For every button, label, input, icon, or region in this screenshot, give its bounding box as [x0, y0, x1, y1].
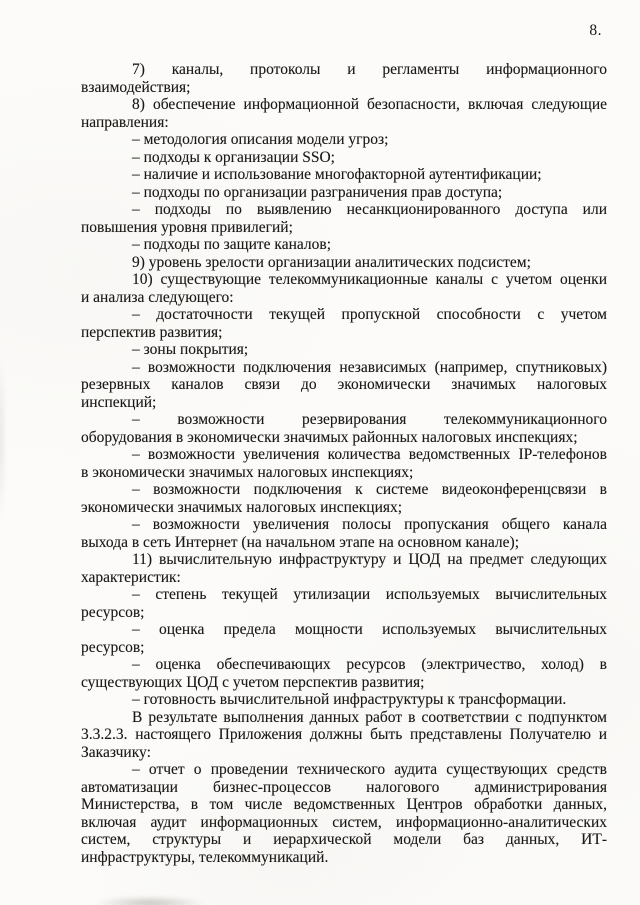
text-line: характеристик: — [81, 568, 181, 586]
paragraph — [81, 446, 607, 481]
text-line: – зоны покрытия; — [132, 341, 249, 358]
text-line: взаимодействия; — [81, 78, 191, 96]
text-line: ресурсов; — [81, 638, 145, 656]
text-line: 8) обеспечение информационной безопасности, включая следующие — [132, 96, 607, 113]
text-line: – подходы к организации SSO; — [132, 148, 335, 166]
text-line: – оценка обеспечивающих ресурсов (электричество, холод) в — [132, 656, 607, 673]
paragraph — [81, 201, 607, 236]
paragraph — [81, 96, 607, 131]
text-line: – отчет о проведении технического аудита существующих средств — [132, 761, 607, 778]
paragraph — [81, 271, 607, 306]
paragraph — [81, 149, 607, 167]
text-line: экономически значимых налоговых инспекциях; — [81, 498, 403, 516]
paragraph — [81, 306, 607, 341]
paragraph — [81, 184, 607, 202]
paragraph — [81, 166, 607, 184]
text-line: перспектив развития; — [81, 323, 223, 341]
text-line: существующих ЦОД с учетом перспектив развития; — [81, 673, 425, 691]
text-line: 7) каналы, протоколы и регламенты информационного — [132, 61, 607, 78]
text-line: Заказчику: — [81, 743, 151, 761]
paragraph — [81, 411, 607, 446]
paragraph — [81, 236, 607, 254]
text-line: 9) уровень зрелости организации аналитических подсистем; — [132, 253, 531, 271]
paragraph — [81, 341, 607, 359]
text-line: и анализа следующего: — [81, 288, 234, 306]
text-line: – готовность вычислительной инфраструктуры к трансформации. — [132, 691, 567, 708]
scan-artifact-smudge — [84, 895, 216, 905]
text-line: – возможности увеличения количества ведомственных IP-телефонов — [132, 446, 607, 463]
text-line: инспекций; — [81, 393, 157, 411]
paragraph — [81, 61, 607, 96]
paragraph — [81, 481, 607, 516]
text-line: – оценка предела мощности используемых вычислительных — [132, 621, 607, 638]
text-line: – возможности подключения независимых (например, спутниковых) — [132, 358, 607, 376]
paragraph — [81, 761, 607, 866]
text-line: повышения уровня привилегий; — [81, 218, 293, 236]
text-line: – наличие и использование многофакторной аутентификации; — [132, 166, 542, 183]
text-line: резервных каналов связи до экономически значимых налоговых — [81, 376, 607, 393]
paragraph — [81, 131, 607, 149]
text-line: Министерства, в том числе ведомственных Центров обработки данных, — [81, 796, 607, 813]
text-line: В результате выполнения данных работ в соответствии с подпунктом — [132, 708, 607, 726]
text-line: – достаточности текущей пропускной способности с учетом — [132, 306, 607, 323]
text-line: – возможности увеличения полосы пропускания общего канала — [132, 516, 607, 533]
scan-artifact-edge — [0, 330, 6, 550]
text-line: ресурсов; — [81, 603, 145, 621]
text-line: автоматизации бизнес-процессов налогового администрирования — [81, 778, 607, 796]
text-line: – подходы по выявлению несанкционированного доступа или — [132, 201, 607, 218]
text-line: – степень текущей утилизации используемых вычислительных — [132, 586, 607, 603]
document-body — [81, 61, 607, 866]
paragraph — [81, 551, 607, 586]
text-line: – подходы по организации разграничения прав доступа; — [132, 183, 503, 201]
text-line: 10) существующие телекоммуникационные каналы с учетом оценки — [132, 271, 607, 288]
text-line: – возможности подключения к системе видеоконференцсвязи в — [132, 481, 607, 498]
paragraph — [81, 359, 607, 412]
text-line: включая аудит информационных систем, информационно-аналитических — [81, 813, 607, 831]
text-line: в экономически значимых налоговых инспекциях; — [81, 463, 414, 481]
paragraph — [81, 621, 607, 656]
page-number: 8. — [589, 22, 602, 39]
text-line: инфраструктуры, телекоммуникаций. — [81, 848, 329, 866]
paragraph — [81, 586, 607, 621]
paragraph — [81, 516, 607, 551]
text-line: систем, структуры и иерархической модели баз данных, ИТ- — [81, 831, 607, 848]
text-line: выхода в сеть Интернет (на начальном этапе на основном канале); — [81, 533, 519, 551]
text-line: направления: — [81, 113, 169, 131]
text-line: – подходы по защите каналов; — [132, 236, 332, 253]
paragraph — [81, 656, 607, 691]
text-line: – методология описания модели угроз; — [132, 131, 389, 148]
text-line: 11) вычислительную инфраструктуру и ЦОД на предмет следующих — [132, 551, 607, 568]
paragraph — [81, 254, 607, 272]
text-line: – возможности резервирования телекоммуникационного — [132, 411, 607, 428]
text-line: 3.3.2.3. настоящего Приложения должны быть представлены Получателю и — [81, 726, 607, 743]
text-line: оборудования в экономически значимых районных налоговых инспекциях; — [81, 428, 578, 446]
paragraph — [81, 691, 607, 709]
paragraph — [81, 709, 607, 762]
